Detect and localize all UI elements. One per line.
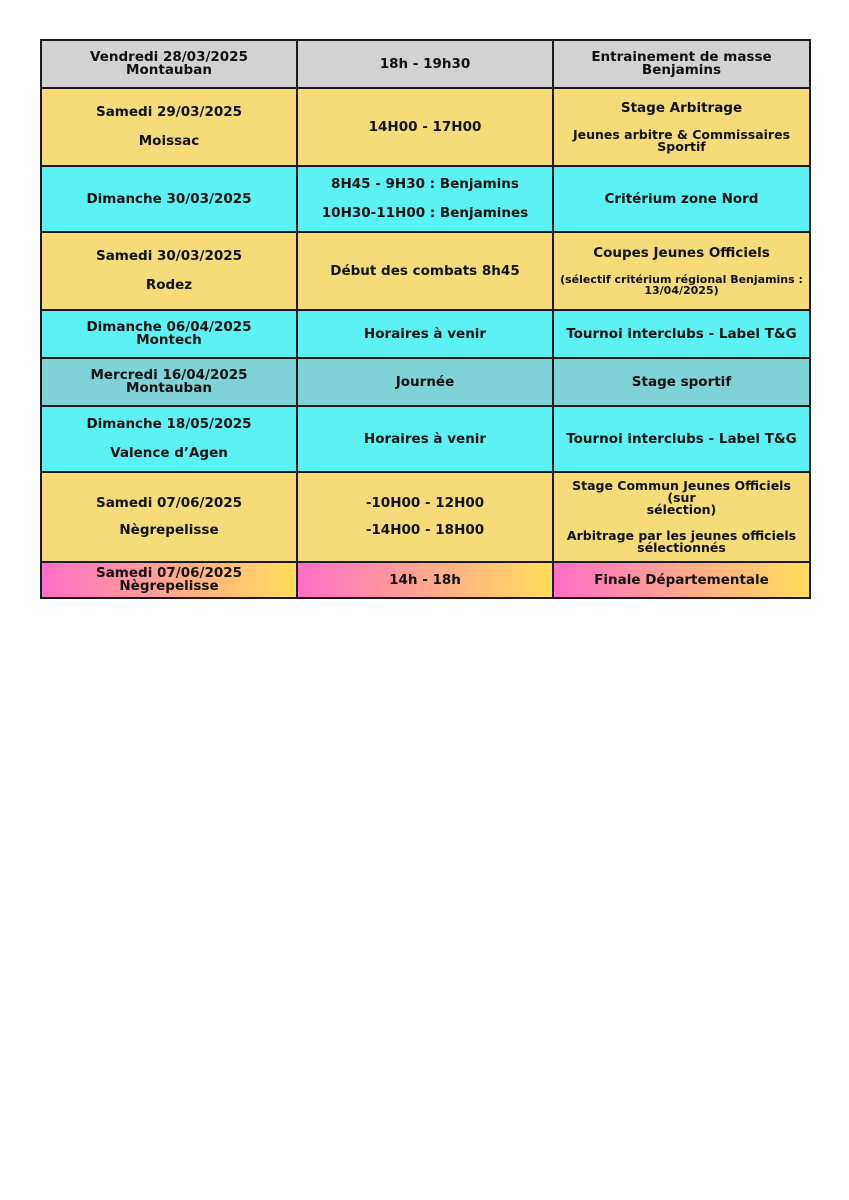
- event-title: Stage Arbitrage: [620, 99, 743, 116]
- event-detail: Sportif: [657, 138, 706, 154]
- event-detail: Arbitrage par les jeunes officiels: [566, 528, 797, 543]
- event-cell: [553, 406, 810, 472]
- date-text: Samedi 30/03/2025: [95, 248, 243, 264]
- date-cell: [41, 40, 297, 88]
- event-title: Tournoi interclubs - Label T&G: [566, 325, 797, 342]
- date-text: Samedi 29/03/2025: [95, 104, 243, 120]
- time-text: Début des combats 8h45: [330, 262, 520, 279]
- event-detail: 13/04/2025): [644, 283, 719, 297]
- event-title: Finale Départementale: [594, 571, 769, 588]
- date-cell: [41, 166, 297, 232]
- event-cell: [553, 472, 810, 562]
- location-text: Rodez: [145, 277, 193, 293]
- table-row: [41, 358, 810, 406]
- event-cell: [553, 88, 810, 166]
- date-text: Dimanche 18/05/2025: [86, 416, 252, 432]
- event-cell: [553, 232, 810, 310]
- time-text: -10H00 - 12H00: [365, 495, 485, 511]
- time-text: Horaires à venir: [363, 430, 487, 447]
- event-subtitle: Benjamins: [641, 62, 722, 78]
- time-cell: [297, 562, 553, 598]
- location-text: Montauban: [126, 62, 212, 78]
- event-title: Coupes Jeunes Officiels: [593, 244, 770, 261]
- event-title: sélection): [646, 502, 717, 517]
- table-row: [41, 310, 810, 358]
- time-cell: [297, 232, 553, 310]
- date-cell: [41, 88, 297, 166]
- location-text: Moissac: [138, 133, 200, 149]
- time-cell: [297, 406, 553, 472]
- date-text: Dimanche 06/04/2025: [86, 319, 252, 335]
- event-title: Tournoi interclubs - Label T&G: [566, 430, 797, 447]
- event-detail: (sélectif critérium régional Benjamins :: [560, 272, 803, 286]
- date-cell: [41, 310, 297, 358]
- table-row: [41, 88, 810, 166]
- date-cell: [41, 406, 297, 472]
- date-cell: [41, 472, 297, 562]
- table-row: [41, 166, 810, 232]
- event-title: Critérium zone Nord: [604, 190, 759, 207]
- table-row: [41, 406, 810, 472]
- table-row: [41, 232, 810, 310]
- time-cell: [297, 472, 553, 562]
- schedule-table: [40, 39, 811, 599]
- time-text: Horaires à venir: [363, 325, 487, 342]
- location-text: Montech: [136, 332, 202, 348]
- location-text: Montauban: [126, 380, 212, 396]
- location-text: Nègrepelisse: [119, 522, 219, 538]
- time-cell: [297, 166, 553, 232]
- time-cell: [297, 310, 553, 358]
- event-title: Stage sportif: [631, 373, 732, 390]
- date-text: Samedi 07/06/2025: [95, 495, 243, 511]
- event-cell: [553, 166, 810, 232]
- time-text: 14h - 18h: [389, 571, 461, 588]
- date-cell: [41, 358, 297, 406]
- time-cell: [297, 358, 553, 406]
- event-detail: sélectionnés: [637, 540, 726, 555]
- event-cell: [553, 358, 810, 406]
- time-text: 10H30-11H00 : Benjamines: [321, 205, 529, 221]
- date-text: Samedi 07/06/2025 Nègrepelisse: [95, 565, 243, 594]
- table-row: [41, 40, 810, 88]
- event-title: Stage Commun Jeunes Officiels (sur: [572, 478, 791, 505]
- time-cell: [297, 40, 553, 88]
- date-text: Dimanche 30/03/2025: [86, 190, 252, 207]
- date-text: Mercredi 16/04/2025: [90, 367, 248, 383]
- table-row: [41, 472, 810, 562]
- time-text: Journée: [395, 373, 455, 390]
- date-cell: [41, 562, 297, 598]
- date-cell: [41, 232, 297, 310]
- event-detail: Jeunes arbitre & Commissaires: [572, 126, 791, 142]
- event-cell: [553, 562, 810, 598]
- event-cell: [553, 310, 810, 358]
- time-text: -14H00 - 18H00: [365, 522, 485, 538]
- time-text: 8H45 - 9H30 : Benjamins: [331, 176, 519, 192]
- time-text: 18h - 19h30: [379, 55, 471, 72]
- location-text: Valence d’Agen: [110, 445, 228, 461]
- time-cell: [297, 88, 553, 166]
- date-text: Vendredi 28/03/2025: [90, 49, 248, 65]
- event-cell: [553, 40, 810, 88]
- table-row: [41, 562, 810, 598]
- time-text: 14H00 - 17H00: [368, 118, 482, 135]
- event-title: Entrainement de masse: [591, 49, 772, 65]
